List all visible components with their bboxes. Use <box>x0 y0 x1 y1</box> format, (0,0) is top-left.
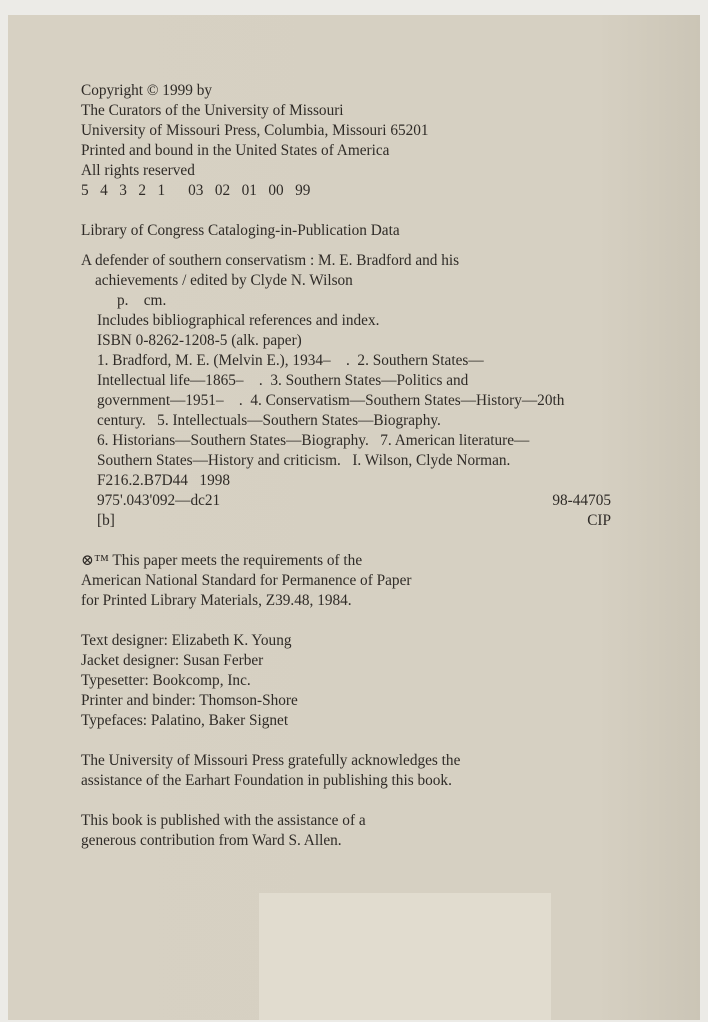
cip-lc-class: F216.2.B7D44 1998 <box>97 472 231 489</box>
paper-statement: for Printed Library Materials, Z39.48, 1984. <box>81 592 352 609</box>
contribution-note: generous contribution from Ward S. Allen. <box>81 832 342 849</box>
cip-notes: Includes bibliographical references and index. <box>97 312 380 329</box>
cip-pagination: p. cm. <box>117 292 167 309</box>
cip-title-line: achievements / edited by Clyde N. Wilson <box>95 272 353 289</box>
printing-line: 5 4 3 2 1 03 02 01 00 99 <box>81 182 311 199</box>
cip-bracket-row <box>81 511 611 531</box>
rights-reserved: All rights reserved <box>81 162 195 179</box>
contribution-note: This book is published with the assistance of a <box>81 812 366 829</box>
paper-statement: American National Standard for Permanence of Paper <box>81 572 412 589</box>
printed-in: Printed and bound in the United States of America <box>81 142 390 159</box>
cip-heading: Library of Congress Cataloging-in-Publication Data <box>81 222 400 239</box>
cip-subjects-line: government—1951– . 4. Conservatism—Southern States—History—20th <box>97 392 565 409</box>
cip-lccn: 98-44705 <box>552 492 611 509</box>
acknowledgment: assistance of the Earhart Foundation in publishing this book. <box>81 772 452 789</box>
cip-dewey-row <box>81 491 611 511</box>
acknowledgment: The University of Missouri Press gratefully acknowledges the <box>81 752 461 769</box>
paper-statement: ⊗™ This paper meets the requirements of the <box>81 552 363 569</box>
credit-printer: Printer and binder: Thomson-Shore <box>81 692 298 709</box>
publisher-address: University of Missouri Press, Columbia, Missouri 65201 <box>81 122 429 139</box>
copyright-page <box>8 15 700 1020</box>
cip-dewey: 975'.043'092—dc21 <box>97 492 221 509</box>
credit-jacket-designer: Jacket designer: Susan Ferber <box>81 652 264 669</box>
page-text <box>81 81 611 851</box>
credit-text-designer: Text designer: Elizabeth K. Young <box>81 632 292 649</box>
cip-subjects-line: century. 5. Intellectuals—Southern States—Biography. <box>97 412 441 429</box>
credit-typesetter: Typesetter: Bookcomp, Inc. <box>81 672 251 689</box>
copyright-line: Copyright © 1999 by <box>81 82 213 99</box>
credit-typefaces: Typefaces: Palatino, Baker Signet <box>81 712 289 729</box>
cip-isbn: ISBN 0-8262-1208-5 (alk. paper) <box>97 332 302 349</box>
cip-subjects-line: Southern States—History and criticism. I. Wilson, Clyde Norman. <box>97 452 511 469</box>
cip-subjects-line: 6. Historians—Southern States—Biography. 7. American literature— <box>97 432 530 449</box>
cip-title-line: A defender of southern conservatism : M. E. Bradford and his <box>81 252 460 269</box>
cip-subjects-line: 1. Bradford, M. E. (Melvin E.), 1934– . 2. Southern States— <box>97 352 484 369</box>
cip-subjects-line: Intellectual life—1865– . 3. Southern States—Politics and <box>97 372 469 389</box>
cip-label: CIP <box>587 512 611 529</box>
library-label-patch <box>259 893 551 1020</box>
cip-bracket: [b] <box>97 512 115 529</box>
publisher-curators: The Curators of the University of Missouri <box>81 102 344 119</box>
